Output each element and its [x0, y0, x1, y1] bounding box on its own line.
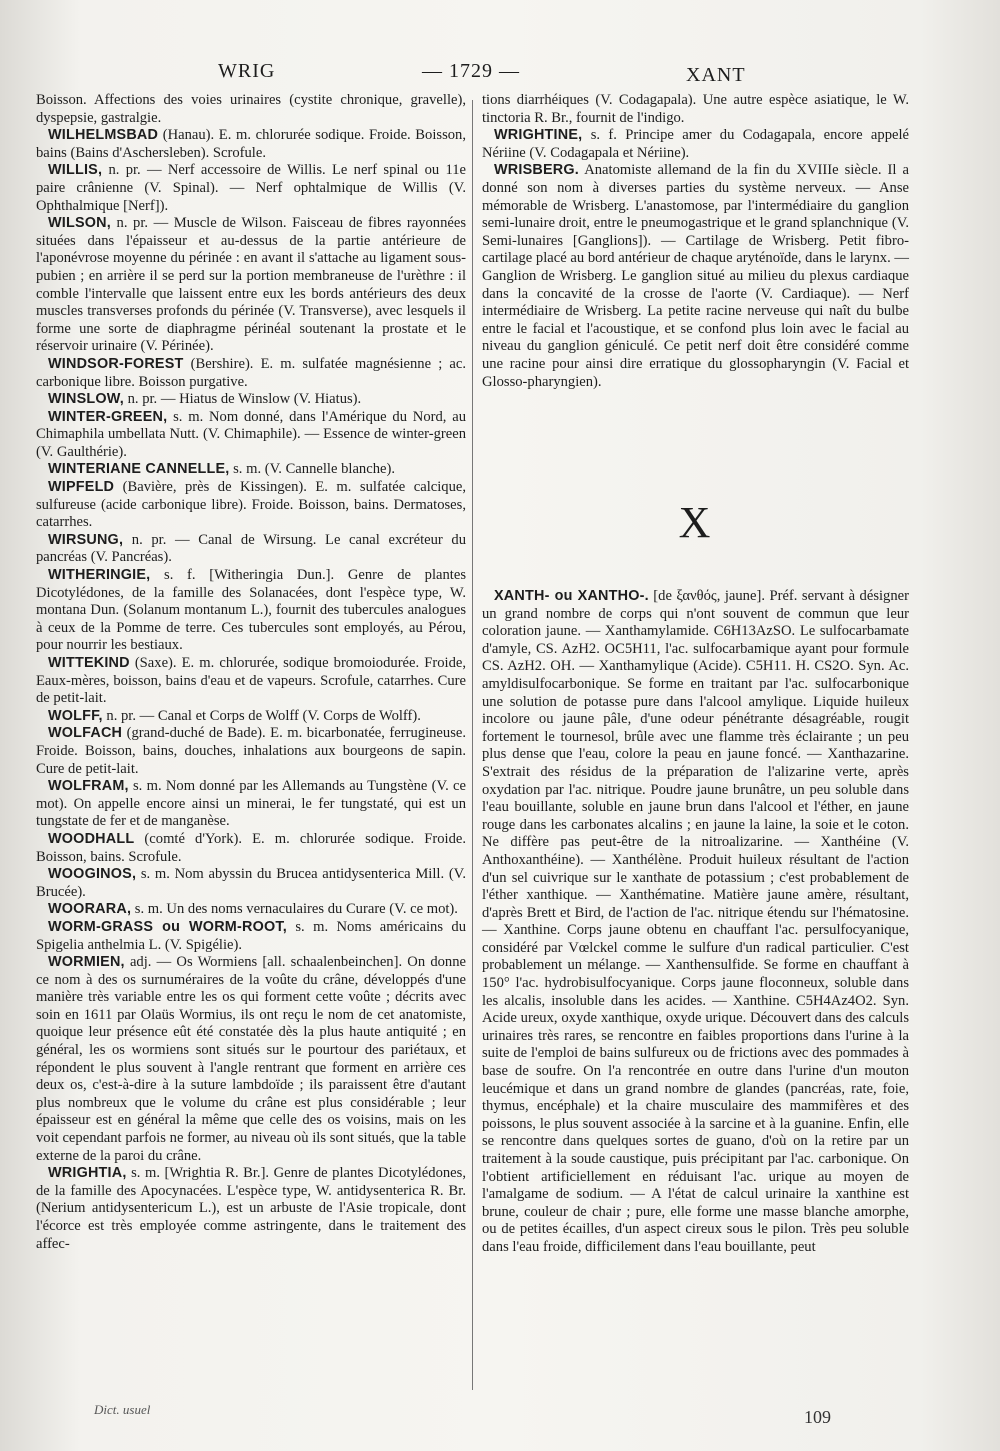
entry-definition: s. m. Nom donné, dans l'Amérique du Nord, au Chimaphila umbellata Nutt. (V. Chimaphile). — Essence de winter-green (V. Gaulthérie).	[36, 408, 466, 460]
entry-headword: WOODHALL	[48, 830, 135, 847]
dictionary-entry	[482, 127, 909, 162]
entry-headword: WILSON,	[48, 215, 111, 232]
dictionary-entry	[36, 725, 466, 778]
entry-headword: WOOGINOS,	[48, 866, 137, 883]
entry-definition: s. m. Un des noms vernaculaires du Curare (V. ce mot).	[131, 901, 458, 918]
entry-definition: (Saxe). E. m. chlorurée, sodique bromoiodurée. Froide, Eaux-mères, boisson, bains d'eau et de vapeurs. Scrofule, catarrhes. Cure de petit-lait.	[36, 655, 466, 707]
header-right-catchword: XANT	[686, 64, 746, 86]
dictionary-entry	[36, 215, 466, 356]
header-left-catchword: WRIG	[218, 60, 276, 82]
entry-headword: WOLFACH	[48, 725, 123, 742]
letter-section-heading: X	[678, 498, 713, 547]
sheet-number: 109	[804, 1407, 831, 1427]
entry-headword: WIRSUNG,	[48, 531, 124, 548]
entry-headword: WORM-GRASS ou WORM-ROOT,	[48, 918, 287, 935]
entry-headword: WINTERIANE CANNELLE,	[48, 461, 230, 478]
entry-definition: n. pr. — Canal de Wirsung. Le canal excréteur du pancréas (V. Pancréas).	[36, 531, 466, 566]
dictionary-entry	[36, 461, 466, 479]
dictionary-entry	[36, 127, 466, 162]
entry-headword: WOLFRAM,	[48, 778, 129, 795]
entry-definition: (grand-duché de Bade). E. m. bicarbonatée, ferrugineuse. Froide. Boisson, bains, douches, inhalations aux bourgeons de sapin. Cure de petit-lait.	[36, 725, 466, 777]
entry-definition: s. f. [Witheringia Dun.]. Genre de plantes Dicotylédones, de la famille des Solanacées, dont l'espèce type, W. montana Dun. (Solanum montanum L.), fournit des tubercules analogues à ceux de la Pomme de terre. Ces tubercules sont employés, au Pérou, pour nourrir les bestiaux.	[36, 567, 466, 654]
dictionary-entry	[36, 567, 466, 655]
dictionary-entry	[36, 1165, 466, 1253]
dictionary-entry	[36, 162, 466, 215]
page-number: — 1729 —	[422, 60, 520, 82]
left-column	[36, 92, 466, 1253]
dictionary-entry	[482, 588, 909, 1257]
entry-headword: WITTEKIND	[48, 655, 130, 671]
dictionary-entry	[36, 479, 466, 532]
dictionary-entry	[36, 901, 466, 919]
entry-headword: WILLIS,	[48, 162, 103, 179]
footer-signature: Dict. usuel	[94, 1402, 151, 1417]
entry-headword: WINDSOR-FOREST	[48, 355, 184, 372]
entry-definition: (Hanau). E. m. chlorurée sodique. Froide. Boisson, bains (Bains d'Aschersleben). Scrofule.	[36, 127, 466, 161]
dictionary-entry	[36, 356, 466, 391]
entry-definition: s. m. Noms américains du Spigelia anthelmia L. (V. Spigélie).	[36, 918, 466, 953]
entry-headword: WOLFF,	[48, 707, 103, 724]
entry-definition: tions diarrhéiques (V. Codagapala). Une autre espèce asiatique, le W. tinctoria R. Br., fournit de l'indigo.	[482, 92, 909, 126]
entry-headword: WITHERINGIE,	[48, 567, 151, 584]
right-column-bottom	[482, 588, 909, 1257]
dictionary-entry	[36, 532, 466, 567]
entry-definition: [de ξανθός, jaune]. Préf. servant à désigner un grand nombre de corps qui n'ont souvent de commun que leur coloration jaune. — Xanthamylamide. C6H13AzSO. Le sulfocarbamate d'amyle, CS. AzH2. OC5H11, l'ac. sulfocarbamique ayant pour formule CS. AzH2. OH. — Xanthamylique (Acide). C5H11. H. CS2O. Syn. Ac. amyldisulfocarbonique. Se forme en traitant par l'ac. sulfocarbonique une solution de potasse pure dans l'alcool amylique. Liquide huileux incolore ou jaune pâle, d'une odeur pénétrante désagréable, rougit fortement le tournesol, brûle avec une flamme très éclairante ; un peu plus dense que l'eau, colore la peau en jaune foncé. — Xanthazarine. S'extrait des résidus de la préparation de l'alizarine verte, après oxydation par l'ac. nitrique. Poudre jaune brunâtre, un peu soluble dans l'eau bouillante, soluble en jaune brun dans l'alcool et l'éther, en jaune rouge dans les carbonates alcalins ; en jaune la laine, la soie et le coton. Ne diffère pas peut-être de la nitroalizarine. — Xanthéine (V. Anthoxanthéine). — Xanthélène. Produit huileux résultant de l'action d'un sel cuivrique sur le xanthate de potassium ; c'est probablement de l'éther xanthique. — Xanthématine. Matière jaune amère, résultant, d'après Brett et Bird, de l'action de l'ac. nitrique étendu sur l'hématosine. — Xanthine. Corps jaune obtenu en chauffant l'ac. persulfocyanique, considéré par Vœlckel comme le sulfure d'un radical particulier. C'est probablement un mélange. — Xanthensulfide. Se forme en chauffant à 150° l'ac. hydrobisulfocyanique. Corps jaune floconneux, soluble dans les alcalis, insoluble dans les acides. — Xanthine. C5H4Az4O2. Syn. Acide ureux, oxyde xanthique, oxyde urique. Découvert dans des calculs urinaires très rares, se rencontre en faibles proportions dans l'urine à la suite de l'emploi de bains sulfureux ou de frictions avec des pommades à base de soufre. On l'a rencontrée en outre dans l'urine d'un mouton leucémique et dans un grand nombre de glandes (pancréas, rate, foie, thymus, encéphale) et la chaire musculaire des mammifères et des poissons, le plus souvent associée à la sarcine et à la guanine. Enfin, elle se rencontre dans quelques sortes de guano, d'où on la retire par un traitement à la soude caustique, puis précipitant par l'ac. carbonique. On l'obtient artificiellement en réduisant l'ac. urique au moyen de l'amalgame de sodium. — A l'état de calcul urinaire la xanthine est brune, couleur de chair ; pure, elle forme une masse blanche amorphe, ou de petites écailles, d'un aspect cireux sous le pilon. Très peu soluble dans l'eau froide, difficilement dans l'eau bouillante, peut	[482, 588, 909, 1255]
entry-definition: s. m. (V. Cannelle blanche).	[229, 461, 395, 478]
dictionary-entry	[36, 954, 466, 1165]
entry-definition: (Bershire). E. m. sulfatée magnésienne ; ac. carbonique libre. Boisson purgative.	[36, 355, 466, 390]
right-column-top	[482, 92, 909, 391]
entry-headword: XANTH- ou XANTHO-.	[494, 588, 649, 604]
entry-headword: WRIGHTINE,	[494, 127, 583, 144]
dictionary-entry	[36, 778, 466, 831]
dictionary-entry	[36, 866, 466, 901]
dictionary-entry	[482, 162, 909, 391]
entry-definition: s. f. Principe amer du Codagapala, encore appelé Nériine (V. Codagapala et Nériine).	[482, 127, 909, 161]
entry-definition: s. m. Nom abyssin du Brucea antidysenterica Mill. (V. Brucée).	[36, 866, 466, 900]
dictionary-entry	[36, 391, 466, 409]
entry-headword: WINSLOW,	[48, 391, 124, 408]
entry-headword: WIPFELD	[48, 479, 115, 496]
entry-headword: WRIGHTIA,	[48, 1165, 127, 1182]
entry-definition: n. pr. — Nerf accessoire de Willis. Le nerf spinal ou 11e paire crânienne (V. Spinal). — Nerf ophtalmique de Willis (V. Ophthalmique [Nerf]).	[36, 162, 466, 214]
entry-definition: s. m. Nom donné par les Allemands au Tungstène (V. ce mot). On appelle encore ainsi un minerai, le fer tungstaté, qui est un tungstate de fer et de manganèse.	[36, 778, 466, 830]
entry-definition: n. pr. — Canal et Corps de Wolff (V. Corps de Wolff).	[102, 707, 421, 724]
dictionary-entry	[36, 655, 466, 708]
entry-definition: (Bavière, près de Kissingen). E. m. sulfatée calcique, sulfureuse (acide carbonique libre). Froide. Boisson, bains. Dermatoses, catarrhes.	[36, 479, 466, 531]
column-divider	[472, 100, 473, 1390]
entry-headword: WOORARA,	[48, 901, 132, 918]
entry-headword: WRISBERG.	[494, 162, 579, 179]
entry-headword: WILHELMSBAD	[48, 127, 159, 144]
dictionary-entry	[36, 831, 466, 866]
entry-definition: s. m. [Wrightia R. Br.]. Genre de plantes Dicotylédones, de la famille des Apocynacées. L'espèce type, W. antidysenterica R. Br. (Nerium antidysentericum L.), est un arbuste de l'Asie tropicale, dont l'écorce est très employée comme astringente, dans le traitement des affec-	[36, 1165, 466, 1252]
dictionary-entry	[36, 919, 466, 954]
dictionary-entry	[36, 92, 466, 127]
entry-definition: n. pr. — Muscle de Wilson. Faisceau de fibres rayonnées situées dans l'épaisseur et au-dessus de la partie antérieure de l'aponévrose moyenne du périnée : en avant il s'attache au ligament sous-pubien ; en arrière il se perd sur la portion membraneuse de l'urèthre : il comble l'intervalle que laissent entre eux les bords antérieurs des deux muscles transverses profonds du périnée (V. Transverse), avec lesquels il forme une sorte de diaphragme périnéal soutenant la prostate et le réservoir urinaire (V. Périnée).	[36, 215, 466, 355]
dictionary-entry	[36, 708, 466, 726]
entry-headword: WORMIEN,	[48, 954, 125, 971]
running-head	[0, 58, 1000, 88]
dictionary-entry	[482, 92, 909, 127]
entry-definition: n. pr. — Hiatus de Winslow (V. Hiatus).	[123, 391, 362, 408]
entry-headword: WINTER-GREEN,	[48, 408, 168, 425]
dictionary-entry	[36, 409, 466, 462]
entry-definition: adj. — Os Wormiens [all. schaalenbeinchen]. On donne ce nom à des os surnuméraires de la voûte du crâne, développés d'une manière très variable entre les os qui forment cette voûte ; décrits avec soin en 1611 par Olaüs Wormius, ils ont reçu le nom de cet anatomiste, quoique leur présence eût été constatée dès la plus haute antiquité ; en général, les os wormiens sont situés sur le pourtour des pariétaux, et répondent le plus souvent à l'angle rentrant que forment en arrière ces deux os, c'est-à-dire à la suture lambdoïde ; ils paraissent être d'autant plus nombreux que le volume du crâne est plus considérable ; leur épaisseur est en général la même que celle des os voisins, mais on les voit cependant parfois ne former, au niveau où ils sont situés, que la table externe de la paroi du crâne.	[36, 954, 466, 1164]
entry-definition: Boisson. Affections des voies urinaires (cystite chronique, gravelle), dyspepsie, gastralgie.	[36, 92, 466, 126]
entry-definition: (comté d'York). E. m. chlorurée sodique. Froide. Boisson, bains. Scrofule.	[36, 830, 466, 865]
entry-definition: Anatomiste allemand de la fin du XVIIIe siècle. Il a donné son nom à diverses parties du système nerveux. — Anse mémorable de Wrisberg. L'anastomose, par l'intermédiaire du ganglion semi-lunaire droit, entre le pneumogastrique et le grand splanchnique (V. Semi-lunaires [Ganglions]). — Cartilage de Wrisberg. Petit fibro-cartilage placé au bord antérieur de chaque aryténoïde, dans le larynx. — Ganglion de Wrisberg. Le ganglion situé au milieu du plexus cardiaque dans la concavité de la crosse de l'aorte (V. Cardiaque). — Nerf intermédiaire de Wrisberg. La petite racine nerveuse qui naît du bulbe entre le facial et l'acoustique, et se confond plus loin avec le facial au niveau du ganglion géniculé. Ce petit nerf doit être considéré comme une racine pour ainsi dire erratique du glossopharyngin (V. Facial et Glosso-pharyngien).	[482, 162, 909, 390]
